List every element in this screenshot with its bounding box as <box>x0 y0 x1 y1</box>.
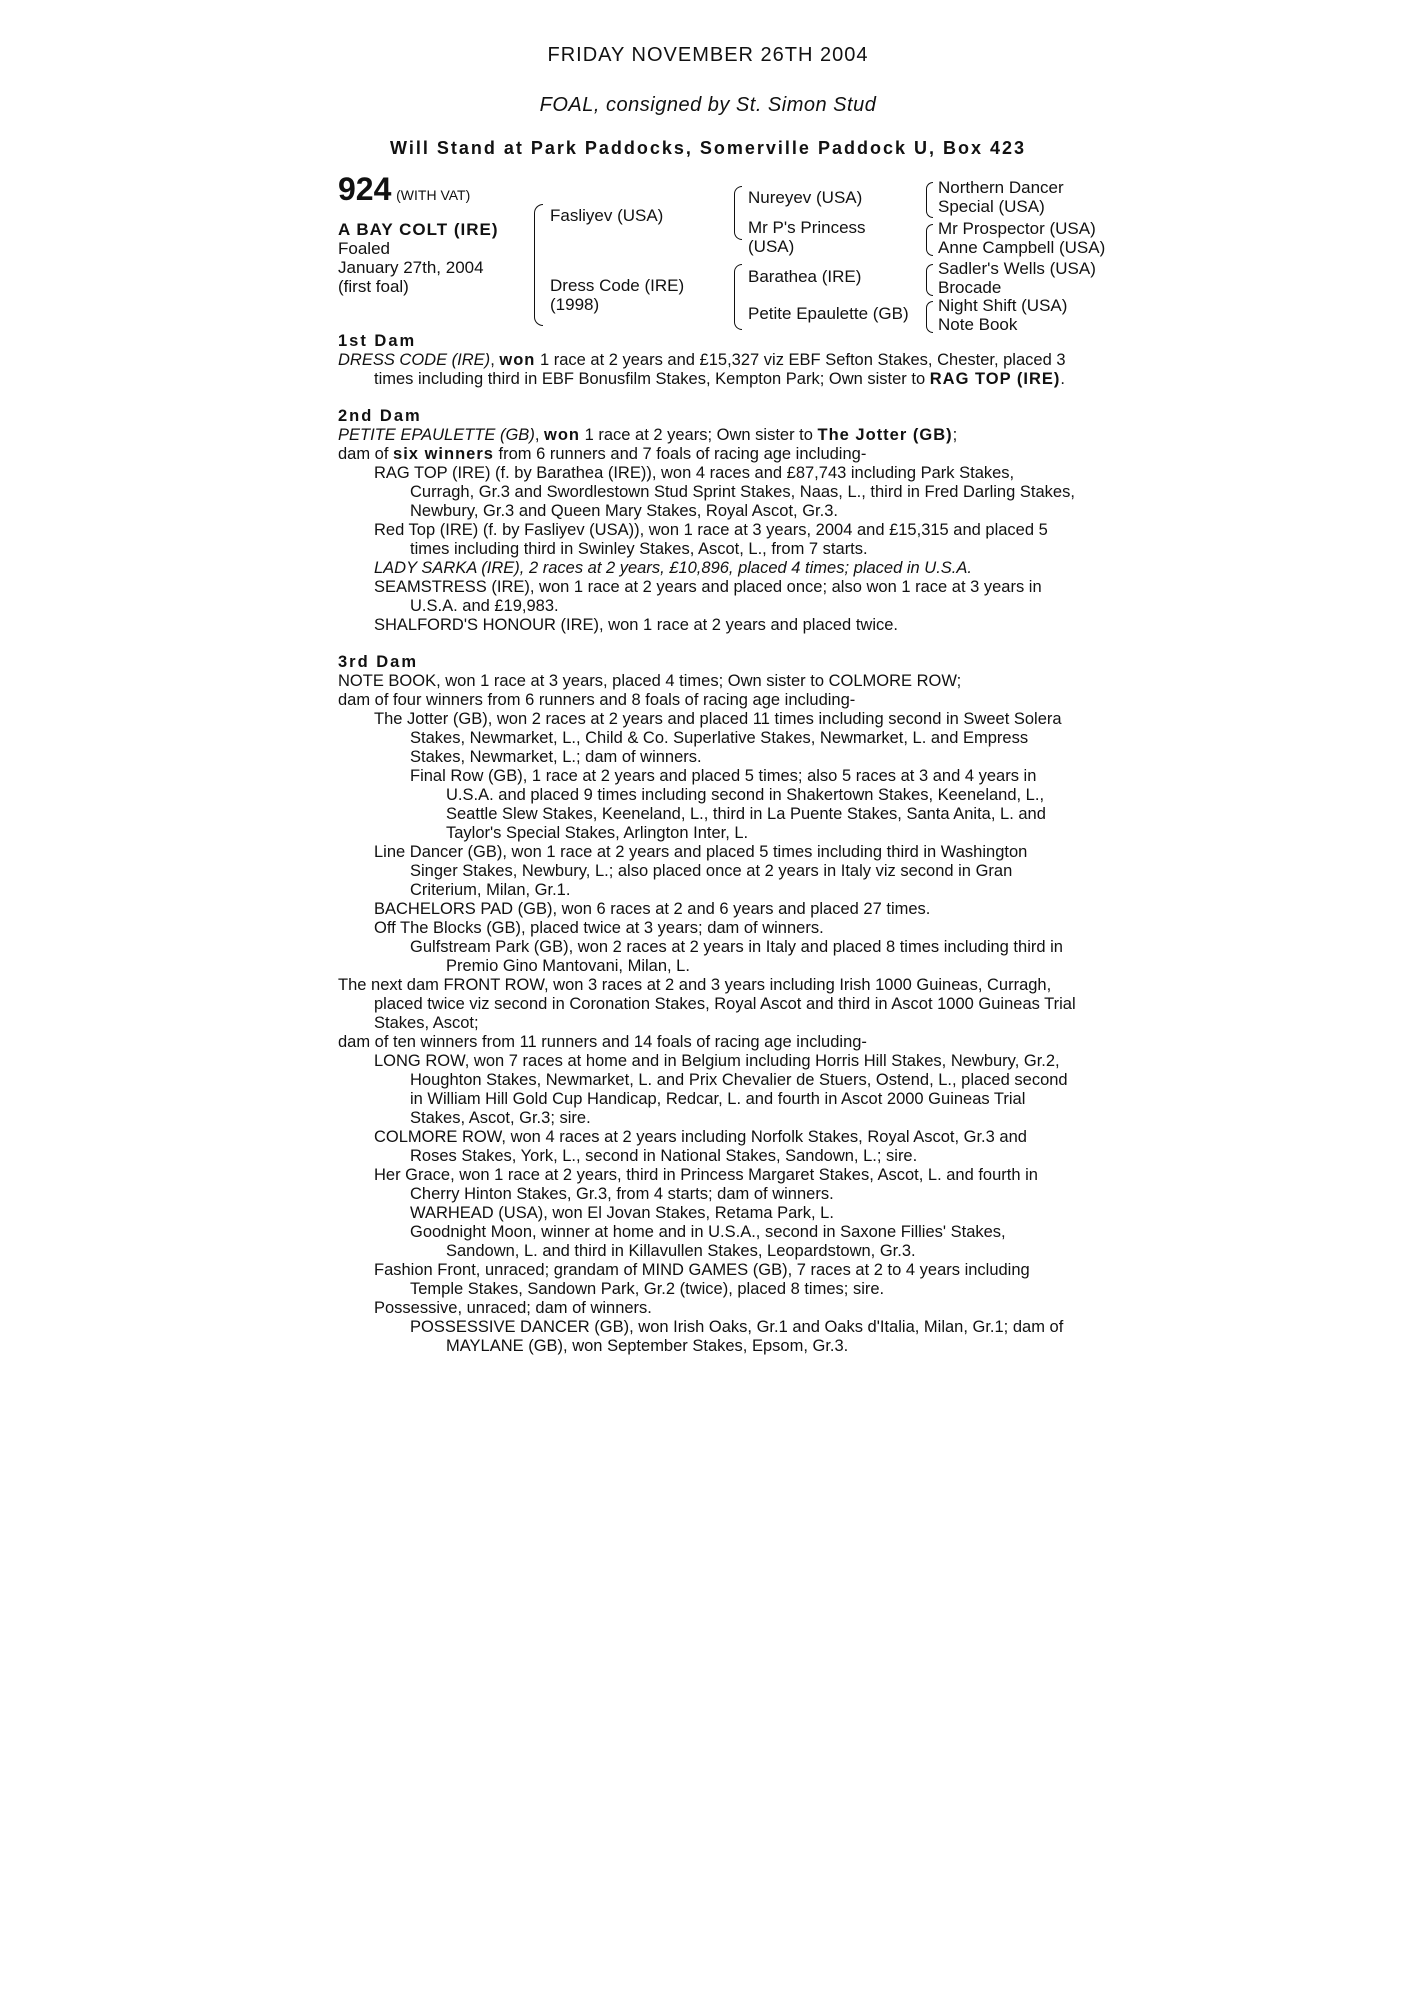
dam: Dress Code (IRE) <box>550 276 685 295</box>
sd-brace <box>926 224 933 256</box>
gg-7: Night Shift (USA) <box>938 296 1068 315</box>
gg-5: Sadler's Wells (USA) <box>938 259 1096 278</box>
ds-brace <box>926 264 933 296</box>
gg-8: Note Book <box>938 315 1018 334</box>
second-dam-winners: six winners <box>393 445 494 463</box>
next-dam-produce-1: LONG ROW, won 7 races at home and in Belgium including Horris Hill Stakes, Newbury, Gr.2, Houghton Stakes, Newmarket, L. and Prix Chevalier de Stuers, Ostend, L., placed second in William Hill Gold Cup Handicap, Redcar, L. and fourth in Ascot 2000 Guineas Trial Stakes, Ascot, Gr.3; sire. <box>374 1052 1068 1127</box>
gg-3: Mr Prospector (USA) <box>938 219 1096 238</box>
third-dam-heading: 3rd Dam <box>338 653 419 671</box>
first-dam-heading: 1st Dam <box>338 332 417 350</box>
second-dam-name: PETITE EPAULETTE (GB) <box>338 426 535 444</box>
next-dam-line-2: dam of ten winners from 11 runners and 14 foals of racing age including- <box>338 1033 867 1051</box>
third-dam-produce-2: Line Dancer (GB), won 1 race at 2 years and placed 5 times including third in Washington Singer Stakes, Newbury, L.; also placed once at 2 years in Italy viz second in Gran Criterium, Milan, Gr.1. <box>374 843 1028 899</box>
family-notes <box>338 332 1078 1356</box>
second-dam-heading: 2nd Dam <box>338 407 422 425</box>
first-dam-text: DRESS CODE (IRE), won 1 race at 2 years and £15,327 viz EBF Sefton Stakes, Chester, placed 3 times including third in EBF Bonusfilm Stakes, Kempton Park; Own sister to RAG TOP (IRE). <box>338 351 1066 388</box>
dd-brace <box>926 301 933 333</box>
gg-1: Northern Dancer <box>938 178 1064 197</box>
second-dam-text: PETITE EPAULETTE (GB), won 1 race at 2 years; Own sister to The Jotter (GB); <box>338 426 958 444</box>
third-dam-produce-3: BACHELORS PAD (GB), won 6 races at 2 and 6 years and placed 27 times. <box>374 900 931 918</box>
foaled-date: January 27th, 2004 <box>338 258 484 277</box>
stand-location: Will Stand at Park Paddocks, Somerville Paddock U, Box 423 <box>389 138 1027 158</box>
next-dam-produce-3: Her Grace, won 1 race at 2 years, third in Princess Margaret Stakes, Ascot, L. and fourth in Cherry Hinton Stakes, Gr.3, from 4 starts; dam of winners. <box>374 1166 1038 1203</box>
second-dam-sister: The Jotter (GB) <box>817 426 953 444</box>
third-dam-line-1: NOTE BOOK, won 1 race at 3 years, placed 4 times; Own sister to COLMORE ROW; <box>338 672 962 690</box>
third-dam-grandproduce-1: Final Row (GB), 1 race at 2 years and placed 5 times; also 5 races at 3 and 4 years in U.S.A. and placed 9 times including second in Shakertown Stakes, Keeneland, L., Seattle Slew Stakes, Keeneland, L., third in La Puente Stakes, Santa Anita, L. and Taylor's Special Stakes, Arlington Inter, L. <box>410 767 1046 842</box>
sire-brace <box>734 186 742 240</box>
dam-sire: Barathea (IRE) <box>748 267 862 286</box>
pedigree-table <box>338 171 1118 336</box>
third-dam-produce-1: The Jotter (GB), won 2 races at 2 years and placed 11 times including second in Sweet Solera Stakes, Newmarket, L., Child & Co. Superlative Stakes, Newmarket, L. and Empress Stakes, Newmarket, L.; dam of winners. <box>374 710 1062 766</box>
first-dam-end: . <box>1060 370 1065 388</box>
second-dam-produce-summary <box>338 445 1078 464</box>
second-dam-produce-4: SEAMSTRESS (IRE), won 1 race at 2 years and placed once; also won 1 race at 3 years in U.S.A. and £19,983. <box>374 578 1042 615</box>
first-foal: (first foal) <box>338 277 409 296</box>
first-dam-sister: RAG TOP (IRE) <box>929 370 1061 388</box>
next-dam-grandproduce-2: Goodnight Moon, winner at home and in U.S.A., second in Saxone Fillies' Stakes, Sandown, L. and third in Killavullen Stakes, Leopardstown, Gr.3. <box>410 1223 1006 1260</box>
second-dam-produce-5: SHALFORD'S HONOUR (IRE), won 1 race at 2 years and placed twice. <box>374 616 898 634</box>
dam-year: (1998) <box>550 295 600 314</box>
next-dam-possessive: Possessive, unraced; dam of winners. <box>374 1299 652 1317</box>
second-dam-end: ; <box>952 426 958 444</box>
gg-6: Brocade <box>938 278 1002 297</box>
first-dam-record: 1 race at 2 years and £15,327 viz EBF Sefton Stakes, Chester, placed 3 times including third in EBF Bonusfilm Stakes, Kempton Park; Own sister to <box>374 351 1066 388</box>
third-dam-produce-4: Off The Blocks (GB), placed twice at 3 years; dam of winners. <box>374 919 824 937</box>
pedigree-brace <box>534 204 543 326</box>
next-dam-line-1: The next dam FRONT ROW, won 3 races at 2 and 3 years including Irish 1000 Guineas, Curragh, placed twice viz second in Coronation Stakes, Royal Ascot and third in Ascot 1000 Guineas Trial Stakes, Ascot; <box>338 976 1076 1032</box>
lot-number: 924 <box>338 171 392 207</box>
second-dam-won: won <box>543 426 580 444</box>
next-dam-possessive-produce: POSSESSIVE DANCER (GB), won Irish Oaks, Gr.1 and Oaks d'Italia, Milan, Gr.1; dam of MAYLANE (GB), won September Stakes, Epsom, Gr.3. <box>410 1318 1064 1355</box>
third-dam-line-2: dam of four winners from 6 runners and 8 foals of racing age including- <box>338 691 856 709</box>
lot-number-line <box>338 171 471 207</box>
second-dam-produce-2: Red Top (IRE) (f. by Fasliyev (USA)), won 1 race at 3 years, 2004 and £15,315 and placed 5 times including third in Swinley Stakes, Ascot, L., from 7 starts. <box>374 521 1048 558</box>
second-dam-produce-1: RAG TOP (IRE) (f. by Barathea (IRE)), won 4 races and £87,743 including Park Stakes, Curragh, Gr.3 and Swordlestown Stud Sprint Stakes, Naas, L., third in Fred Darling Stakes, Newbury, Gr.3 and Queen Mary Stakes, Royal Ascot, Gr.3. <box>374 464 1075 520</box>
dam-dam: Petite Epaulette (GB) <box>748 304 909 323</box>
dam-brace <box>734 264 742 330</box>
sire-dam-2: (USA) <box>748 237 795 256</box>
sire-sire: Nureyev (USA) <box>748 188 863 207</box>
vat-label: (WITH VAT) <box>396 187 471 203</box>
foaled-label: Foaled <box>338 239 390 258</box>
sale-date: FRIDAY NOVEMBER 26TH 2004 <box>547 44 869 66</box>
second-dam-produce-3: LADY SARKA (IRE), 2 races at 2 years, £10,896, placed 4 times; placed in U.S.A. <box>374 559 972 577</box>
sire-dam-1: Mr P's Princess <box>748 218 866 237</box>
gg-4: Anne Campbell (USA) <box>938 238 1106 257</box>
next-dam-grandproduce-1: WARHEAD (USA), won El Jovan Stakes, Retama Park, L. <box>410 1204 834 1222</box>
gg-2: Special (USA) <box>938 197 1045 216</box>
next-dam-produce-2: COLMORE ROW, won 4 races at 2 years including Norfolk Stakes, Royal Ascot, Gr.3 and Roses Stakes, York, L., second in National Stakes, Sandown, L.; sire. <box>374 1128 1027 1165</box>
consignment-line: FOAL, consigned by St. Simon Stud <box>539 94 877 116</box>
sire: Fasliyev (USA) <box>550 206 664 225</box>
ss-brace <box>926 182 933 218</box>
second-dam-winners-text: from 6 runners and 7 foals of racing age including- <box>498 445 867 463</box>
lot-title: A BAY COLT (IRE) <box>338 220 499 239</box>
second-dam-record: 1 race at 2 years; Own sister to <box>584 426 813 444</box>
third-dam-grandproduce-2: Gulfstream Park (GB), won 2 races at 2 years in Italy and placed 8 times including third in Premio Gino Mantovani, Milan, L. <box>410 938 1063 975</box>
second-dam-of: dam of <box>338 445 389 463</box>
first-dam-won: won <box>499 351 536 369</box>
next-dam-fashion-front: Fashion Front, unraced; grandam of MIND GAMES (GB), 7 races at 2 to 4 years including Temple Stakes, Sandown Park, Gr.2 (twice), placed 8 times; sire. <box>374 1261 1030 1298</box>
first-dam-name: DRESS CODE (IRE) <box>338 351 491 369</box>
